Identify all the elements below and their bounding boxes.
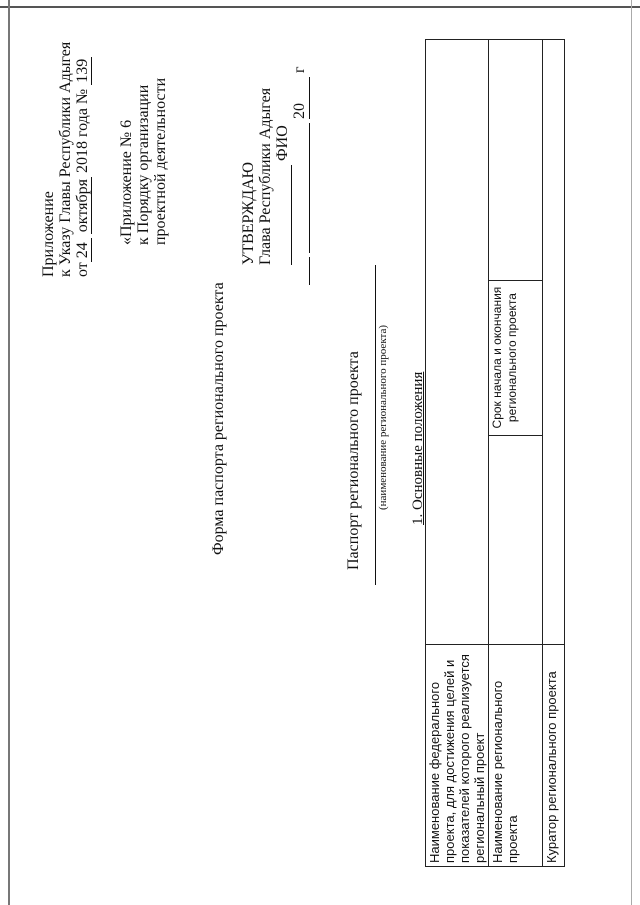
federal-project-value (426, 40, 489, 645)
appendix-number: 139 (74, 58, 91, 83)
approval-signature-line (274, 88, 292, 265)
approval-fio: ФИО (274, 125, 291, 161)
federal-project-label: Наименование федерального проекта, для достижения целей и показателей которого реализуется региональный проект (426, 645, 489, 867)
appendix-day: 24 (74, 238, 92, 262)
project-term-label: Срок начала и окончания регионального проекта (489, 280, 543, 435)
regional-project-label: Наименование регионального проекта (489, 645, 543, 867)
appendix-block (40, 42, 92, 277)
approval-year-prefix: 20 (291, 103, 308, 119)
appendix-month: октября (74, 179, 91, 233)
curator-label: Куратор регионального проекта (543, 645, 565, 867)
table-row (426, 40, 489, 867)
form-title: Форма паспорта регионального проекта (210, 282, 227, 555)
appendix-6-block: «Приложение № 6 к Порядку организации проектной деятельности (118, 77, 169, 245)
table-row (489, 40, 543, 867)
approval-title: УТВЕРЖДАЮ (240, 161, 257, 265)
table-row (543, 40, 565, 867)
main-provisions-table (425, 39, 565, 867)
approval-date-line (291, 66, 310, 285)
appendix-title: Приложение (40, 191, 57, 277)
curator-value (543, 40, 565, 645)
passport-title: Паспорт регионального проекта (345, 351, 362, 570)
approval-year-suffix: г (291, 66, 308, 73)
project-name-caption: (наименование регионального проекта) (377, 324, 389, 510)
appendix-decree: к Указу Главы Республики Адыгея (57, 41, 74, 277)
project-term-value (489, 40, 543, 281)
appendix-date-line: от24 октября 2018 года № 139 (74, 58, 91, 277)
approval-block (240, 88, 292, 265)
project-name-line (375, 265, 376, 585)
regional-project-value (489, 435, 543, 645)
approval-position: Глава Республики Адыгея (257, 87, 274, 265)
section-title: 1. Основные положения (410, 371, 426, 525)
